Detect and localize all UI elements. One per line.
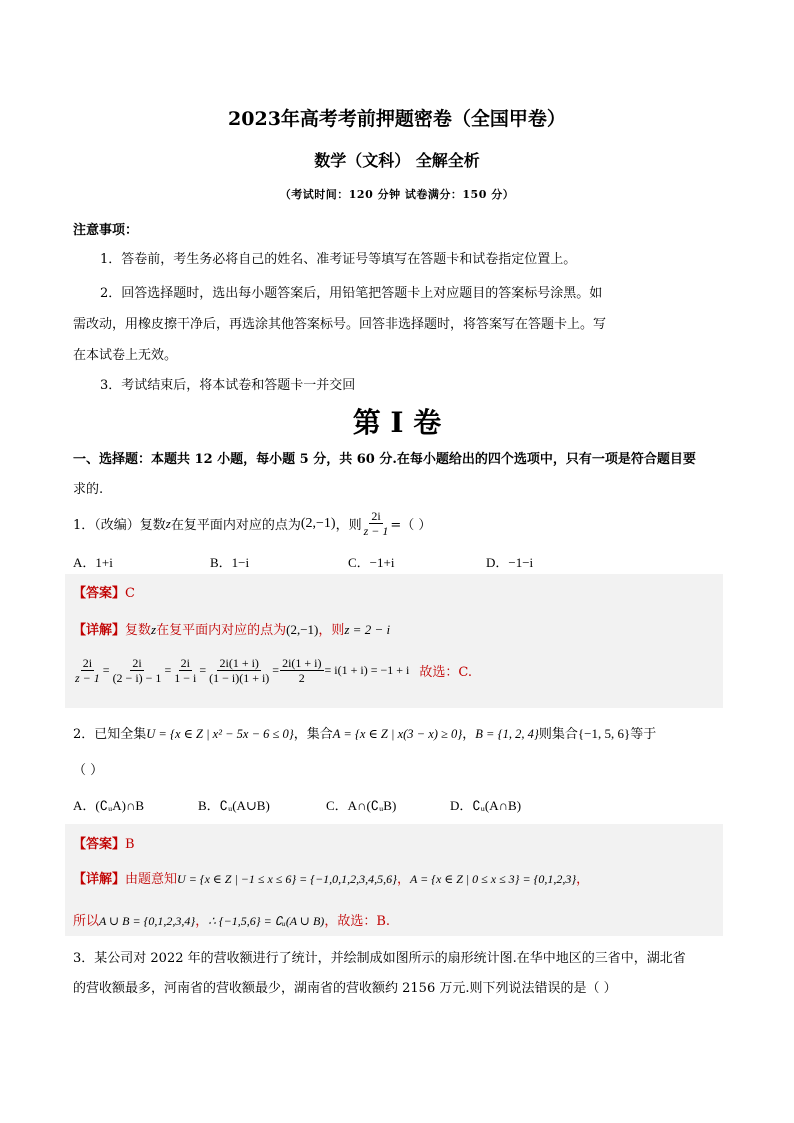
- q2-stem-U: U = {x ∈ Z | x² − 5x − 6 ≤ 0}: [146, 727, 294, 741]
- q2-detail-end: ，: [576, 872, 590, 887]
- q1-stem-a: 1．（改编）复数: [73, 518, 166, 533]
- q1-stem-d: =（ ）: [390, 518, 432, 533]
- q1-option-c: C．−1+i: [348, 555, 395, 570]
- choice-intro-line-1: 一、选择题：本题共 12 小题，每小题 5 分，共 60 分.在每小题给出的四个选项中，只有一项是符合题目要: [73, 452, 696, 467]
- q1-detail: [73, 619, 390, 638]
- q2-stem-d: 则集合: [538, 727, 578, 742]
- q1-calc-frac-5: [280, 656, 323, 685]
- q1-detail-var: z: [151, 622, 157, 637]
- q1-detail-eq: z = 2 − i: [344, 622, 391, 637]
- q1-detail-b: 在复平面内对应的点为: [156, 623, 287, 638]
- question-2-stem: [73, 723, 656, 742]
- question-3-line-2: 的营收额最多，河南省的营收额最少，湖南省的营收额约 2156 万元.则下列说法错误的是（ ）: [73, 981, 617, 996]
- q1-detail-label: 【详解】: [73, 623, 126, 638]
- q2-detail-a: 由题意知: [125, 872, 178, 887]
- q2-detail-A: A = {x ∈ Z | 0 ≤ x ≤ 3} = {0,1,2,3}: [409, 872, 577, 886]
- q1-option-d: D．−1−i: [486, 555, 534, 570]
- notice-item-2-line-3: 在本试卷上无效。: [73, 348, 178, 363]
- q2-stem-A: A = {x ∈ Z | x(3 − x) ≥ 0}: [332, 727, 463, 741]
- q1-detail-a: 复数: [125, 623, 152, 638]
- q1-point: (2,−1): [300, 515, 336, 531]
- q1-calc-f2-num: 2i: [132, 656, 142, 670]
- q2-line2-union: A ∪ B = {0,1,2,3,4}: [99, 914, 196, 928]
- question-3-line-1: 3．某公司对 2022 年的营收额进行了统计，并绘制成如图所示的扇形统计图.在华中地区的三省中，湖北省: [73, 951, 686, 966]
- q1-calc-eq-3: =: [199, 663, 207, 677]
- page-subtitle: 数学（文科） 全解全析: [314, 151, 480, 170]
- choice-intro-line-2: 求的.: [73, 482, 104, 497]
- q1-calc-f4-den: (1 − i)(1 + i): [209, 671, 270, 685]
- q2-stem-paren: （ ）: [73, 763, 104, 778]
- q1-var-z: z: [165, 515, 171, 531]
- q2-detail-U: U = {x ∈ Z | −1 ≤ x ≤ 6} = {−1,0,1,2,3,4,5,6}: [177, 872, 397, 886]
- notice-item-2-line-2: 需改动，用橡皮擦干净后，再选涂其他答案标号。回答非选择题时，将答案写在答题卡上。写: [73, 317, 607, 332]
- q2-detail-label: 【详解】: [73, 872, 126, 887]
- q2-stem-e: 等于: [630, 727, 657, 742]
- q2-answer: [73, 833, 135, 852]
- q1-calc-f2-den: (2 − i) − 1: [112, 671, 162, 685]
- q1-stem-c: ，则: [335, 518, 362, 533]
- q1-calc-f3-den: 1 − i: [174, 671, 197, 685]
- question-1-stem: [73, 509, 431, 538]
- q2-answer-label: 【答案】: [73, 837, 126, 852]
- notice-heading: 注意事项：: [73, 223, 139, 238]
- q2-stem-c: ，: [462, 727, 476, 742]
- q1-calc-frac-3: [172, 656, 198, 685]
- q1-stem-b: 在复平面内对应的点为: [170, 518, 301, 533]
- q2-detail: [73, 868, 589, 887]
- q1-calc-f5-num: 2i(1 + i): [282, 656, 322, 670]
- q2-answer-value: B: [125, 837, 135, 852]
- q1-calc-frac-4: [207, 656, 271, 685]
- q1-fraction: [362, 509, 391, 538]
- q1-calc-f1-num: 2i: [82, 656, 93, 670]
- q2-stem-b: ，集合: [293, 727, 333, 742]
- q2-line2-a: 所以: [73, 914, 100, 929]
- q1-answer-value: C: [125, 586, 135, 601]
- q1-option-a: A．1+i: [73, 555, 113, 570]
- q1-calc-f4-num: 2i(1 + i): [219, 656, 259, 670]
- q2-option-d: D．∁ᵤ(A∩B): [450, 798, 522, 813]
- q2-stem-a: 2．已知全集: [73, 727, 147, 742]
- q1-calc-conclusion: 故选：C.: [419, 665, 472, 680]
- notice-item-1: 1．答卷前，考生务必将自己的姓名、准考证号等填写在答题卡和试卷指定位置上。: [100, 252, 577, 267]
- q1-calc-f3-num: 2i: [180, 656, 190, 670]
- q2-line2-therefore: ∴ {−1,5,6} = ∁ᵤ(A ∪ B): [208, 914, 325, 928]
- exam-time-info: （考试时间：120 分钟 试卷满分：150 分）: [279, 188, 515, 201]
- q1-solution-band: [65, 574, 723, 708]
- q2-option-c: C．A∩(∁ᵤB): [326, 798, 397, 813]
- q1-frac-den: z − 1: [363, 524, 389, 538]
- q1-detail-c: ，则: [318, 623, 345, 638]
- q1-calc-tail: = i(1 + i) = −1 + i: [324, 663, 410, 677]
- q1-calc-eq-1: =: [102, 663, 110, 677]
- q1-calculation: [73, 656, 472, 685]
- q2-line2-b: ，: [195, 914, 209, 929]
- q2-detail-line-2: [73, 910, 390, 929]
- q1-calc-f1-den: z − 1: [75, 671, 100, 685]
- q1-calc-eq-4: =: [272, 663, 280, 677]
- q2-option-b: B．∁ᵤ(A∪B): [198, 798, 270, 813]
- q2-detail-sep: ，: [396, 872, 410, 887]
- notice-item-3: 3．考试结束后，将本试卷和答题卡一并交回: [100, 378, 356, 393]
- q1-answer: [73, 582, 135, 601]
- q1-calc-frac-2: [111, 656, 164, 685]
- page-title: 2023年高考考前押题密卷（全国甲卷）: [228, 108, 566, 130]
- q1-calc-frac-1: [73, 656, 102, 685]
- q2-line2-c: ，故选：B.: [324, 914, 390, 929]
- notice-item-2-line-1: 2．回答选择题时，选出每小题答案后，用铅笔把答题卡上对应题目的答案标号涂黑。如: [100, 286, 603, 301]
- q1-option-b: B．1−i: [210, 555, 250, 570]
- q2-stem-set: {−1, 5, 6}: [577, 726, 631, 741]
- section-title: 第 I 卷: [352, 406, 442, 439]
- q1-answer-label: 【答案】: [73, 586, 126, 601]
- q2-option-a: A．(∁ᵤA)∩B: [73, 798, 145, 813]
- q1-detail-point: (2,−1): [286, 622, 319, 637]
- q1-calc-eq-2: =: [164, 663, 172, 677]
- q2-stem-B: B = {1, 2, 4}: [475, 727, 539, 741]
- q1-calc-f5-den: 2: [298, 671, 305, 685]
- q1-frac-num: 2i: [371, 509, 381, 523]
